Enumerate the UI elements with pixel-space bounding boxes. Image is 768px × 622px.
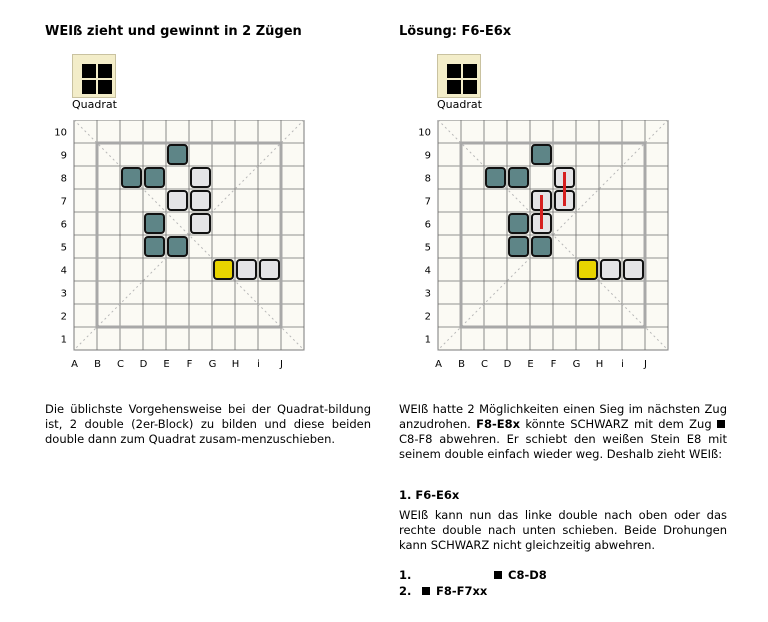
row-label: 4 (424, 265, 431, 277)
row-label: 7 (60, 196, 67, 208)
move-notation: F8-F7xx (436, 584, 488, 598)
column-label: G (208, 359, 217, 370)
puzzle-board (48, 120, 308, 372)
row-label: 10 (418, 127, 431, 139)
row-label: 2 (424, 311, 431, 323)
column-label: C (481, 359, 488, 370)
row-label: 2 (60, 311, 67, 323)
row-label: 10 (54, 127, 67, 139)
solution-explanation (399, 402, 727, 462)
column-label: D (503, 359, 512, 370)
column-label: F (186, 359, 193, 370)
puzzle-description: Die üblichste Vorgehensweise bei der Quadrat-bildung ist, 2 double (2er-Block) zu bilden und diese beiden double dann zum Quadrat zusam-menzuschieben. (45, 402, 371, 446)
column-label: B (94, 359, 101, 370)
row-label: 3 (60, 288, 67, 300)
row-label: 5 (424, 242, 431, 254)
light-stone (191, 168, 210, 187)
column-label: A (71, 359, 78, 370)
column-label: G (572, 359, 581, 370)
light-stone (191, 214, 210, 233)
dark-stone (532, 145, 551, 164)
column-label: i (257, 359, 260, 370)
solution-explanation-2: WEIß kann nun das linke double nach oben oder das rechte double nach unten schieben. Beide Drohungen kann SCHWARZ nicht gleichzeitig abwehren. (399, 508, 727, 552)
column-label: H (231, 359, 240, 370)
move-1-number: 1. (399, 568, 412, 582)
quadrat-label: Quadrat (72, 98, 117, 111)
dark-stone (509, 214, 528, 233)
move-2-number: 2. (399, 584, 412, 598)
column-label: D (139, 359, 148, 370)
explanation-text: C8-F8 abwehren. Er schiebt den weißen Stein E8 mit seinem double einfach wieder weg. Deshalb zieht WEIß: (399, 432, 727, 461)
move-notation: F8-E8x (476, 417, 521, 431)
dark-stone (509, 168, 528, 187)
row-label: 1 (60, 334, 67, 346)
dark-stone (532, 237, 551, 256)
dark-stone (145, 237, 164, 256)
row-label: 7 (424, 196, 431, 208)
column-label: C (117, 359, 124, 370)
column-label: J (280, 359, 283, 370)
dark-stone (122, 168, 141, 187)
light-stone (601, 260, 620, 279)
light-stone (260, 260, 279, 279)
row-label: 6 (60, 219, 67, 231)
light-stone (624, 260, 643, 279)
column-label: E (163, 359, 170, 370)
quadrat-icon (437, 54, 481, 98)
move-notation: C8-D8 (508, 568, 547, 582)
column-label: B (458, 359, 465, 370)
quadrat-icon (72, 54, 116, 98)
dark-stone (168, 237, 187, 256)
column-label: J (644, 359, 647, 370)
quadrat-label: Quadrat (437, 98, 482, 111)
dark-stone (145, 214, 164, 233)
dark-stone (509, 237, 528, 256)
row-label: 8 (60, 173, 67, 185)
column-label: F (550, 359, 557, 370)
dark-stone (486, 168, 505, 187)
row-label: 9 (60, 150, 67, 162)
column-label: i (621, 359, 624, 370)
column-label: E (527, 359, 534, 370)
light-stone (237, 260, 256, 279)
column-label: A (435, 359, 442, 370)
move-2-white (422, 584, 487, 598)
dark-stone (168, 145, 187, 164)
row-label: 5 (60, 242, 67, 254)
black-square-icon (717, 420, 725, 428)
move-1-black (494, 568, 547, 582)
solution-board (412, 120, 672, 372)
light-stone (168, 191, 187, 210)
black-square-icon (494, 571, 502, 579)
yellow-stone (578, 260, 597, 279)
row-label: 4 (60, 265, 67, 277)
explanation-text: könnte SCHWARZ mit dem Zug (520, 417, 717, 431)
yellow-stone (214, 260, 233, 279)
row-label: 3 (424, 288, 431, 300)
row-label: 9 (424, 150, 431, 162)
explanation-text: WEIß hatte 2 Möglichkeiten einen Sieg im nächsten Zug anzudrohen. (399, 402, 727, 431)
light-stone (191, 191, 210, 210)
column-label: H (595, 359, 604, 370)
move-1-white: 1. F6-E6x (399, 488, 460, 502)
puzzle-title: WEIß zieht und gewinnt in 2 Zügen (45, 24, 302, 39)
solution-title: Lösung: F6-E6x (399, 24, 512, 39)
row-label: 6 (424, 219, 431, 231)
row-label: 8 (424, 173, 431, 185)
dark-stone (145, 168, 164, 187)
row-label: 1 (424, 334, 431, 346)
black-square-icon (422, 587, 430, 595)
